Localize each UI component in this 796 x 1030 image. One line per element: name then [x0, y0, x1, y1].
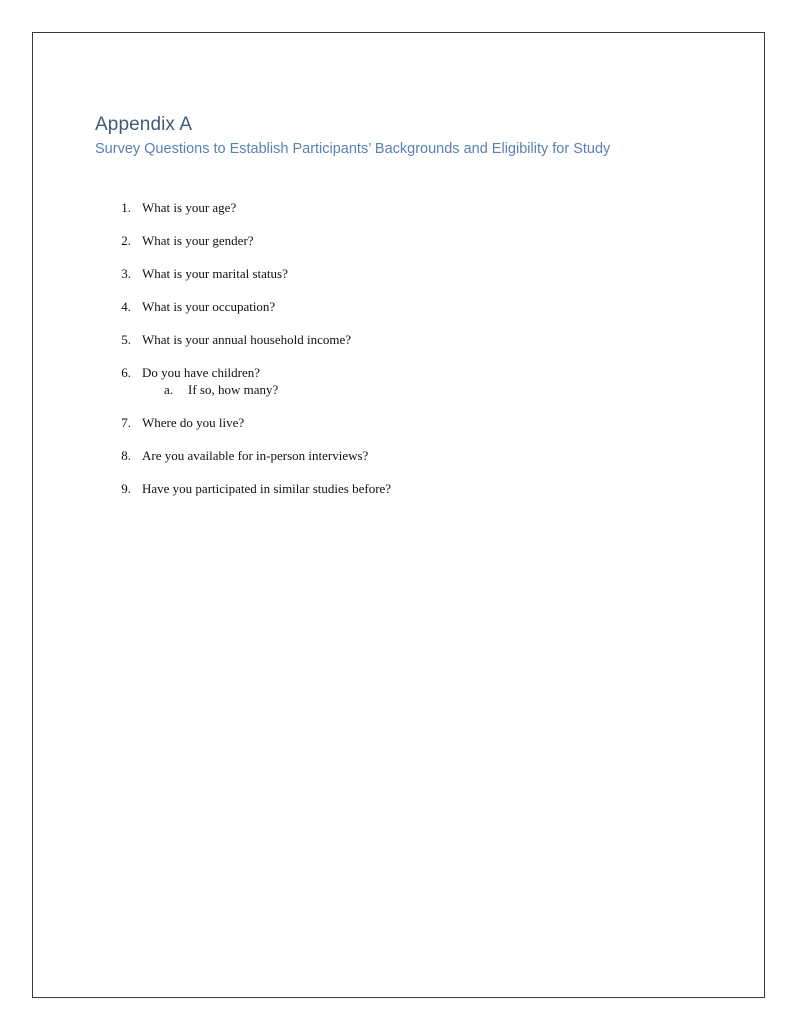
question-item — [113, 265, 391, 282]
question-text: What is your occupation? — [142, 299, 276, 314]
question-number: 6. — [121, 365, 131, 380]
document-page — [32, 32, 765, 998]
question-item — [113, 298, 391, 315]
appendix-heading: Appendix A — [95, 114, 193, 135]
question-text: Do you have children? — [142, 365, 261, 380]
question-item — [113, 480, 391, 497]
sub-question-text: If so, how many? — [188, 382, 279, 397]
sub-question-item — [142, 381, 391, 398]
question-text: What is your age? — [142, 200, 237, 215]
question-number: 3. — [121, 266, 131, 281]
question-number: 9. — [121, 481, 131, 496]
question-item — [113, 364, 391, 398]
question-item — [113, 447, 391, 464]
question-number: 5. — [121, 332, 131, 347]
question-number: 4. — [121, 299, 131, 314]
appendix-subheading: Survey Questions to Establish Participants’ Backgrounds and Eligibility for Study — [95, 141, 611, 157]
question-text: What is your marital status? — [142, 266, 288, 281]
question-text: What is your gender? — [142, 233, 254, 248]
question-text: Have you participated in similar studies before? — [142, 481, 392, 496]
sub-question-letter: a. — [164, 382, 174, 397]
question-text: Where do you live? — [142, 415, 245, 430]
question-text: Are you available for in-person interviews? — [142, 448, 369, 463]
survey-question-list — [113, 199, 391, 513]
question-item — [113, 199, 391, 216]
question-item — [113, 331, 391, 348]
question-number: 8. — [121, 448, 131, 463]
question-number: 7. — [121, 415, 131, 430]
question-text: What is your annual household income? — [142, 332, 352, 347]
question-number: 2. — [121, 233, 131, 248]
question-item — [113, 414, 391, 431]
question-number: 1. — [121, 200, 131, 215]
question-item — [113, 232, 391, 249]
